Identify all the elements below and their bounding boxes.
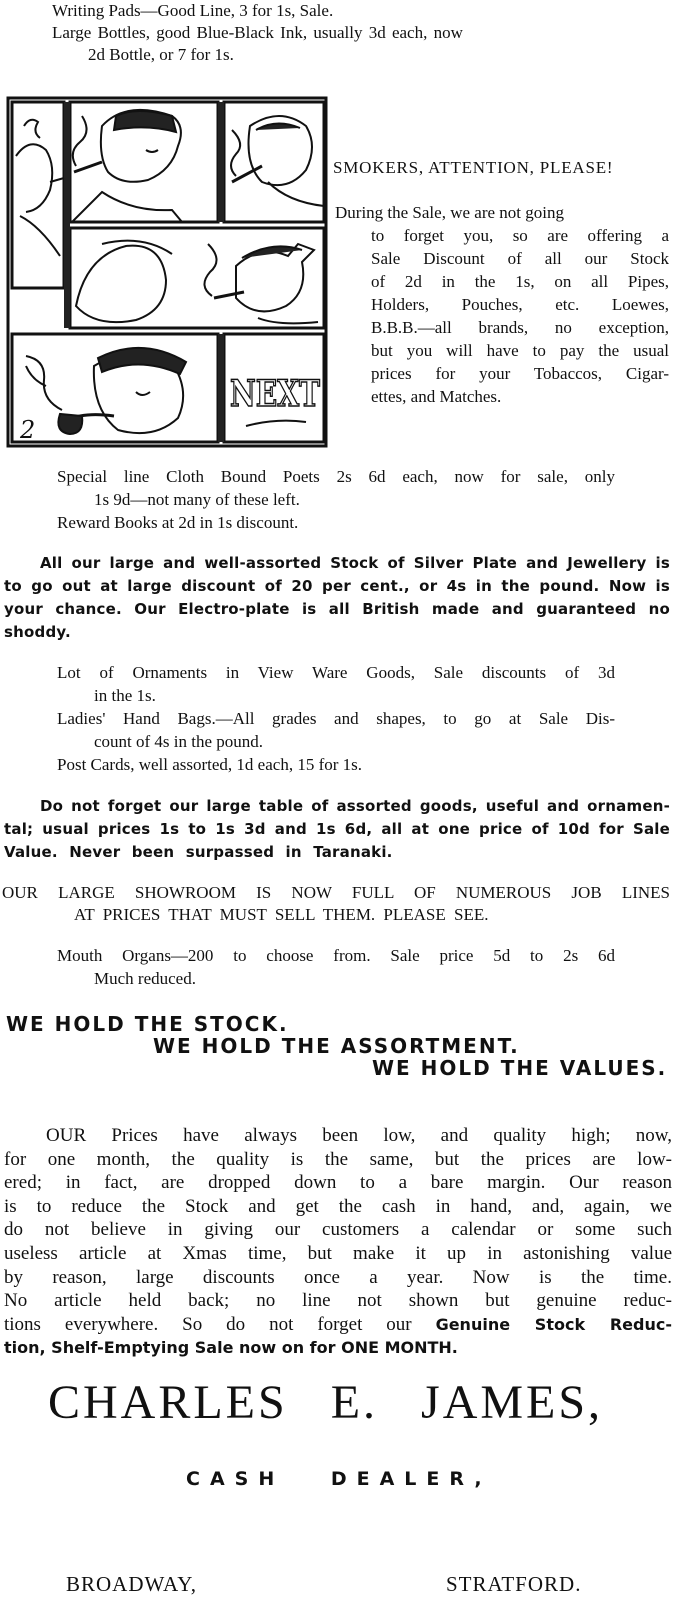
table-line-1: Do not forget our large table of assorted goods, useful and ornamen- [40, 797, 670, 815]
body-bold-last: tion, Shelf-Emptying Sale now on for ONE MONTH. [4, 1338, 458, 1358]
body-line-with-bold-tail [4, 1313, 672, 1337]
smokers-line-1: During the Sale, we are not going [335, 203, 564, 222]
smokers-line-9: ettes, and Matches. [371, 387, 502, 406]
smokers-cartoon-illustration [6, 96, 328, 448]
cartoon-corner-mark: 2 [20, 416, 36, 444]
mouth-organs-reduced-line: Much reduced. [94, 969, 196, 988]
poets-price-line: 1s 9d—not many of these left. [94, 490, 300, 509]
next-sign-text: NEXT [230, 373, 321, 415]
showroom-line-2: AT PRICES THAT MUST SELL THEM. PLEASE SEE. [74, 905, 489, 924]
body-line: tions everywhere. So do not forget our [4, 1313, 412, 1335]
body-line: OUR Prices have always been low, and quality high; now, [46, 1125, 672, 1146]
slogan-stock: WE HOLD THE STOCK. [6, 1012, 289, 1036]
prices-paragraph [4, 1124, 672, 1360]
body-line: is to reduce the Stock and get the cash in hand, and, again, we [4, 1195, 672, 1217]
ornaments-discount-line: in the 1s. [94, 686, 156, 705]
body-line: by reason, large discounts once a year. Now is the time. [4, 1266, 672, 1288]
smokers-line-6: B.B.B.—all brands, no exception, [371, 318, 669, 337]
address-street: BROADWAY, [66, 1572, 197, 1596]
smokers-line-5: Holders, Pouches, etc. Loewes, [371, 295, 669, 314]
silver-line-4: shoddy. [4, 623, 71, 641]
address-town: STRATFORD. [446, 1572, 582, 1596]
smokers-line-3: Sale Discount of all our Stock [371, 249, 669, 268]
smokers-line-2: to forget you, so are offering a [371, 226, 669, 245]
merchant-title: CASH DEALER, [186, 1468, 492, 1490]
ornaments-line: Lot of Ornaments in View Ware Goods, Sale discounts of 3d [57, 663, 615, 682]
writing-pads-line: Writing Pads—Good Line, 3 for 1s, Sale. [52, 1, 334, 20]
table-line-2: tal; usual prices 1s to 1s 3d and 1s 6d, all at one price of 10d for Sale [4, 820, 670, 838]
silver-line-1: All our large and well-assorted Stock of Silver Plate and Jewellery is [40, 554, 670, 572]
body-line: for one month, the quality is the same, but the prices are low- [4, 1148, 672, 1170]
showroom-line-1: OUR LARGE SHOWROOM IS NOW FULL OF NUMEROUS JOB LINES [2, 883, 670, 902]
silver-line-2: to go out at large discount of 20 per cent., or 4s in the pound. Now is [4, 577, 670, 595]
slogan-values: WE HOLD THE VALUES. [372, 1056, 668, 1080]
slogan-assortment: WE HOLD THE ASSORTMENT. [153, 1034, 520, 1058]
body-line: ered; in fact, are dropped down to a bare margin. Our reason [4, 1172, 672, 1194]
smokers-line-7: but you will have to pay the usual [371, 341, 669, 360]
postcards-line: Post Cards, well assorted, 1d each, 15 for 1s. [57, 755, 363, 774]
handbags-discount-line: count of 4s in the pound. [94, 732, 264, 751]
ink-bottles-line: Large Bottles, good Blue-Black Ink, usually 3d each, now [52, 23, 463, 42]
smokers-heading: SMOKERS, ATTENTION, PLEASE! [333, 158, 614, 177]
smokers-line-8: prices for your Tobaccos, Cigar- [371, 364, 669, 383]
smokers-line-4: of 2d in the 1s, on all Pipes, [371, 272, 669, 291]
silver-line-3: your chance. Our Electro-plate is all British made and guaranteed no [4, 600, 670, 618]
reward-books-line: Reward Books at 2d in 1s discount. [57, 513, 299, 532]
body-line: do not believe in giving our customers a calendar or some such [4, 1219, 672, 1241]
merchant-name: CHARLES E. JAMES, [48, 1376, 604, 1429]
body-bold-tail: Genuine Stock Reduc- [435, 1314, 672, 1334]
body-line: useless article at Xmas time, but make it up in astonishing value [4, 1242, 672, 1264]
ink-bottles-price-line: 2d Bottle, or 7 for 1s. [88, 45, 234, 64]
body-line: No article held back; no line not shown but genuine reduc- [4, 1290, 672, 1312]
table-line-3: Value. Never been surpassed in Taranaki. [4, 843, 393, 861]
poets-line: Special line Cloth Bound Poets 2s 6d each, now for sale, only [57, 467, 615, 486]
handbags-line: Ladies' Hand Bags.—All grades and shapes, to go at Sale Dis- [57, 709, 615, 728]
mouth-organs-line: Mouth Organs—200 to choose from. Sale price 5d to 2s 6d [57, 946, 615, 965]
